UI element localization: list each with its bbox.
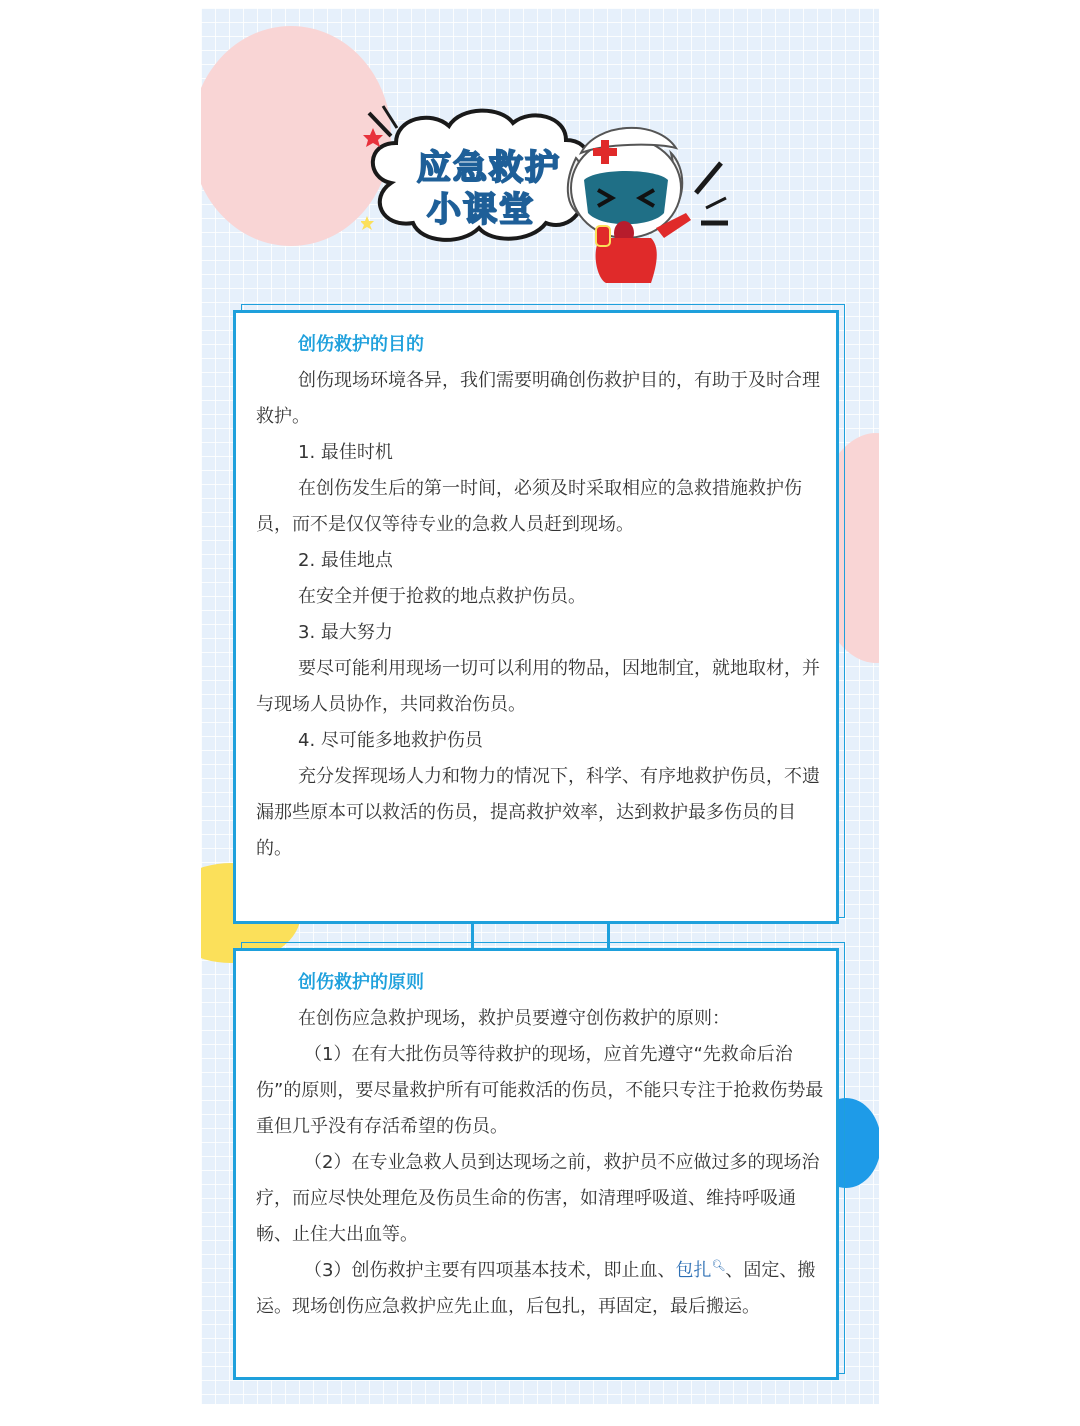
principle-paragraph bbox=[256, 1253, 830, 1325]
paragraph-text: （3）创伤救护主要有四项基本技术，即止血、 bbox=[304, 1260, 676, 1281]
page-title-line2: 小课堂 bbox=[427, 190, 535, 230]
item-body: 在创伤发生后的第一时间，必须及时采取相应的急救措施救护伤员，而不是仅仅等待专业的急救人员赶到现场。 bbox=[256, 478, 802, 535]
search-icon[interactable]: 🔍︎ bbox=[711, 1259, 726, 1272]
section-card-purpose bbox=[233, 310, 839, 924]
paragraph-text: 、固定、搬运。现场创伤应急救护应先止血，后包扎，再固定，最后搬运。 bbox=[256, 1260, 816, 1317]
section-title: 创伤救护的目的 bbox=[298, 334, 424, 355]
poster-background bbox=[201, 8, 879, 1404]
section-title: 创伤救护的原则 bbox=[298, 972, 424, 993]
bandage-link[interactable]: 包扎 bbox=[675, 1260, 712, 1281]
item-body: 要尽可能利用现场一切可以利用的物品，因地制宜，就地取材，并与现场人员协作，共同救治伤员。 bbox=[256, 658, 820, 715]
item-heading: 4. 尽可能多地救护伤员 bbox=[298, 730, 483, 751]
page-title-line1: 应急救护 bbox=[417, 148, 561, 188]
item-heading: 3. 最大努力 bbox=[298, 622, 393, 643]
item-body: 充分发挥现场人力和物力的情况下，科学、有序地救护伤员，不遗漏那些原本可以救活的伤员，提高救护效率，达到救护最多伤员的目的。 bbox=[256, 766, 820, 859]
item-body: 在安全并便于抢救的地点救护伤员。 bbox=[298, 586, 586, 607]
item-heading: 1. 最佳时机 bbox=[298, 442, 393, 463]
section-intro: 创伤现场环境各异，我们需要明确创伤救护目的，有助于及时合理救护。 bbox=[256, 370, 820, 427]
section-card-principles bbox=[233, 948, 839, 1380]
item-heading: 2. 最佳地点 bbox=[298, 550, 393, 571]
nurse-mascot-icon bbox=[556, 118, 731, 283]
principle-paragraph: （1）在有大批伤员等待救护的现场，应首先遵守“先救命后治伤”的原则，要尽量救护所有可能救活的伤员，不能只专注于抢救伤势最重但几乎没有存活希望的伤员。 bbox=[256, 1044, 824, 1137]
principle-paragraph: （2）在专业急救人员到达现场之前，救护员不应做过多的现场治疗，而应尽快处理危及伤员生命的伤害，如清理呼吸道、维持呼吸通畅、止住大出血等。 bbox=[256, 1152, 820, 1245]
section-intro: 在创伤应急救护现场，救护员要遵守创伤救护的原则： bbox=[298, 1008, 730, 1029]
